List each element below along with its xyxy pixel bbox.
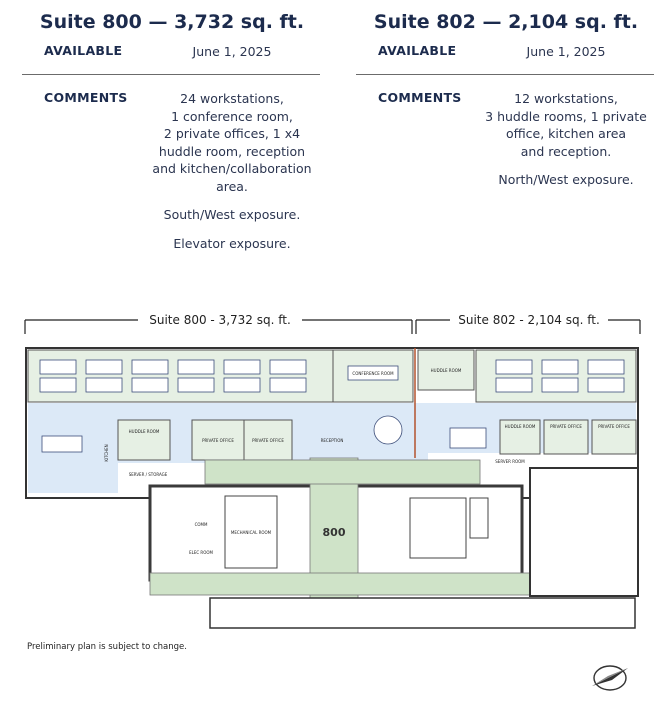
workstation-zone (28, 350, 333, 402)
suite-800-panel (22, 0, 322, 251)
available-label: AVAILABLE (44, 43, 123, 58)
available-date: June 1, 2025 (526, 44, 606, 59)
collaboration-table (374, 416, 402, 444)
server-room-label: SERVER ROOM (495, 459, 525, 464)
elevator-shaft (470, 498, 488, 538)
private-office-label: PRIVATE OFFICE (550, 424, 582, 429)
bottom-suites (210, 598, 635, 628)
comment-paragraph: 24 workstations, 1 conference room, 2 private offices, 1 x4 huddle room, reception and kitchen/collaboration area. (152, 91, 312, 194)
private-office-label: PRIVATE OFFICE (202, 438, 234, 443)
disclaimer-note: Preliminary plan is subject to change. (27, 642, 187, 652)
comment-paragraph: Elevator exposure. (173, 235, 291, 251)
conference-room-label: CONFERENCE ROOM (352, 371, 394, 376)
suite-800-dimension-label: Suite 800 - 3,732 sq. ft. (149, 313, 291, 327)
huddle-room-label: HUDDLE ROOM (504, 424, 536, 429)
north-arrow-icon (588, 660, 632, 696)
suite-800-title: Suite 800 — 3,732 sq. ft. (39, 11, 305, 33)
suite-802-dimension-label: Suite 802 - 2,104 sq. ft. (458, 313, 600, 327)
divider (356, 74, 654, 75)
corridor (150, 573, 530, 595)
comments-text (476, 90, 656, 200)
comments-label: COMMENTS (378, 90, 462, 105)
huddle-room-label: HUDDLE ROOM (430, 368, 462, 373)
private-office-label: PRIVATE OFFICE (598, 424, 630, 429)
huddle-room (118, 420, 170, 460)
kitchen-label: KITCHEN (104, 444, 109, 462)
availability-row (22, 43, 322, 73)
private-office-label: PRIVATE OFFICE (252, 438, 284, 443)
suite-802-panel (356, 0, 656, 187)
core-number: 800 (322, 526, 346, 539)
comment-paragraph: South/West exposure. (163, 207, 301, 222)
adjacent-suite (530, 468, 638, 596)
suite-802-title: Suite 802 — 2,104 sq. ft. (373, 11, 639, 33)
available-date: June 1, 2025 (192, 44, 272, 59)
corridor (205, 460, 480, 484)
reception-label: RECEPTION (320, 438, 344, 443)
comments-label: COMMENTS (44, 90, 128, 105)
comm-room-label: COMM (194, 522, 208, 527)
kitchen-table (450, 428, 486, 448)
comments-text (142, 90, 322, 263)
availability-row (356, 43, 656, 73)
washrooms (410, 498, 466, 558)
comment-paragraph: 12 workstations, 3 huddle rooms, 1 private office, kitchen area and reception. (485, 91, 647, 159)
divider (22, 74, 320, 75)
workstation-zone (476, 350, 636, 402)
comment-paragraph: North/West exposure. (498, 172, 634, 187)
elec-room-label: ELEC ROOM (189, 550, 213, 555)
kitchen-table (42, 436, 82, 452)
huddle-room-label: HUDDLE ROOM (128, 429, 160, 434)
mechanical-room-label: MECHANICAL ROOM (230, 530, 272, 535)
floor-plan (20, 308, 652, 638)
available-label: AVAILABLE (378, 43, 457, 58)
server-storage-label: SERVER / STORAGE (128, 472, 168, 477)
